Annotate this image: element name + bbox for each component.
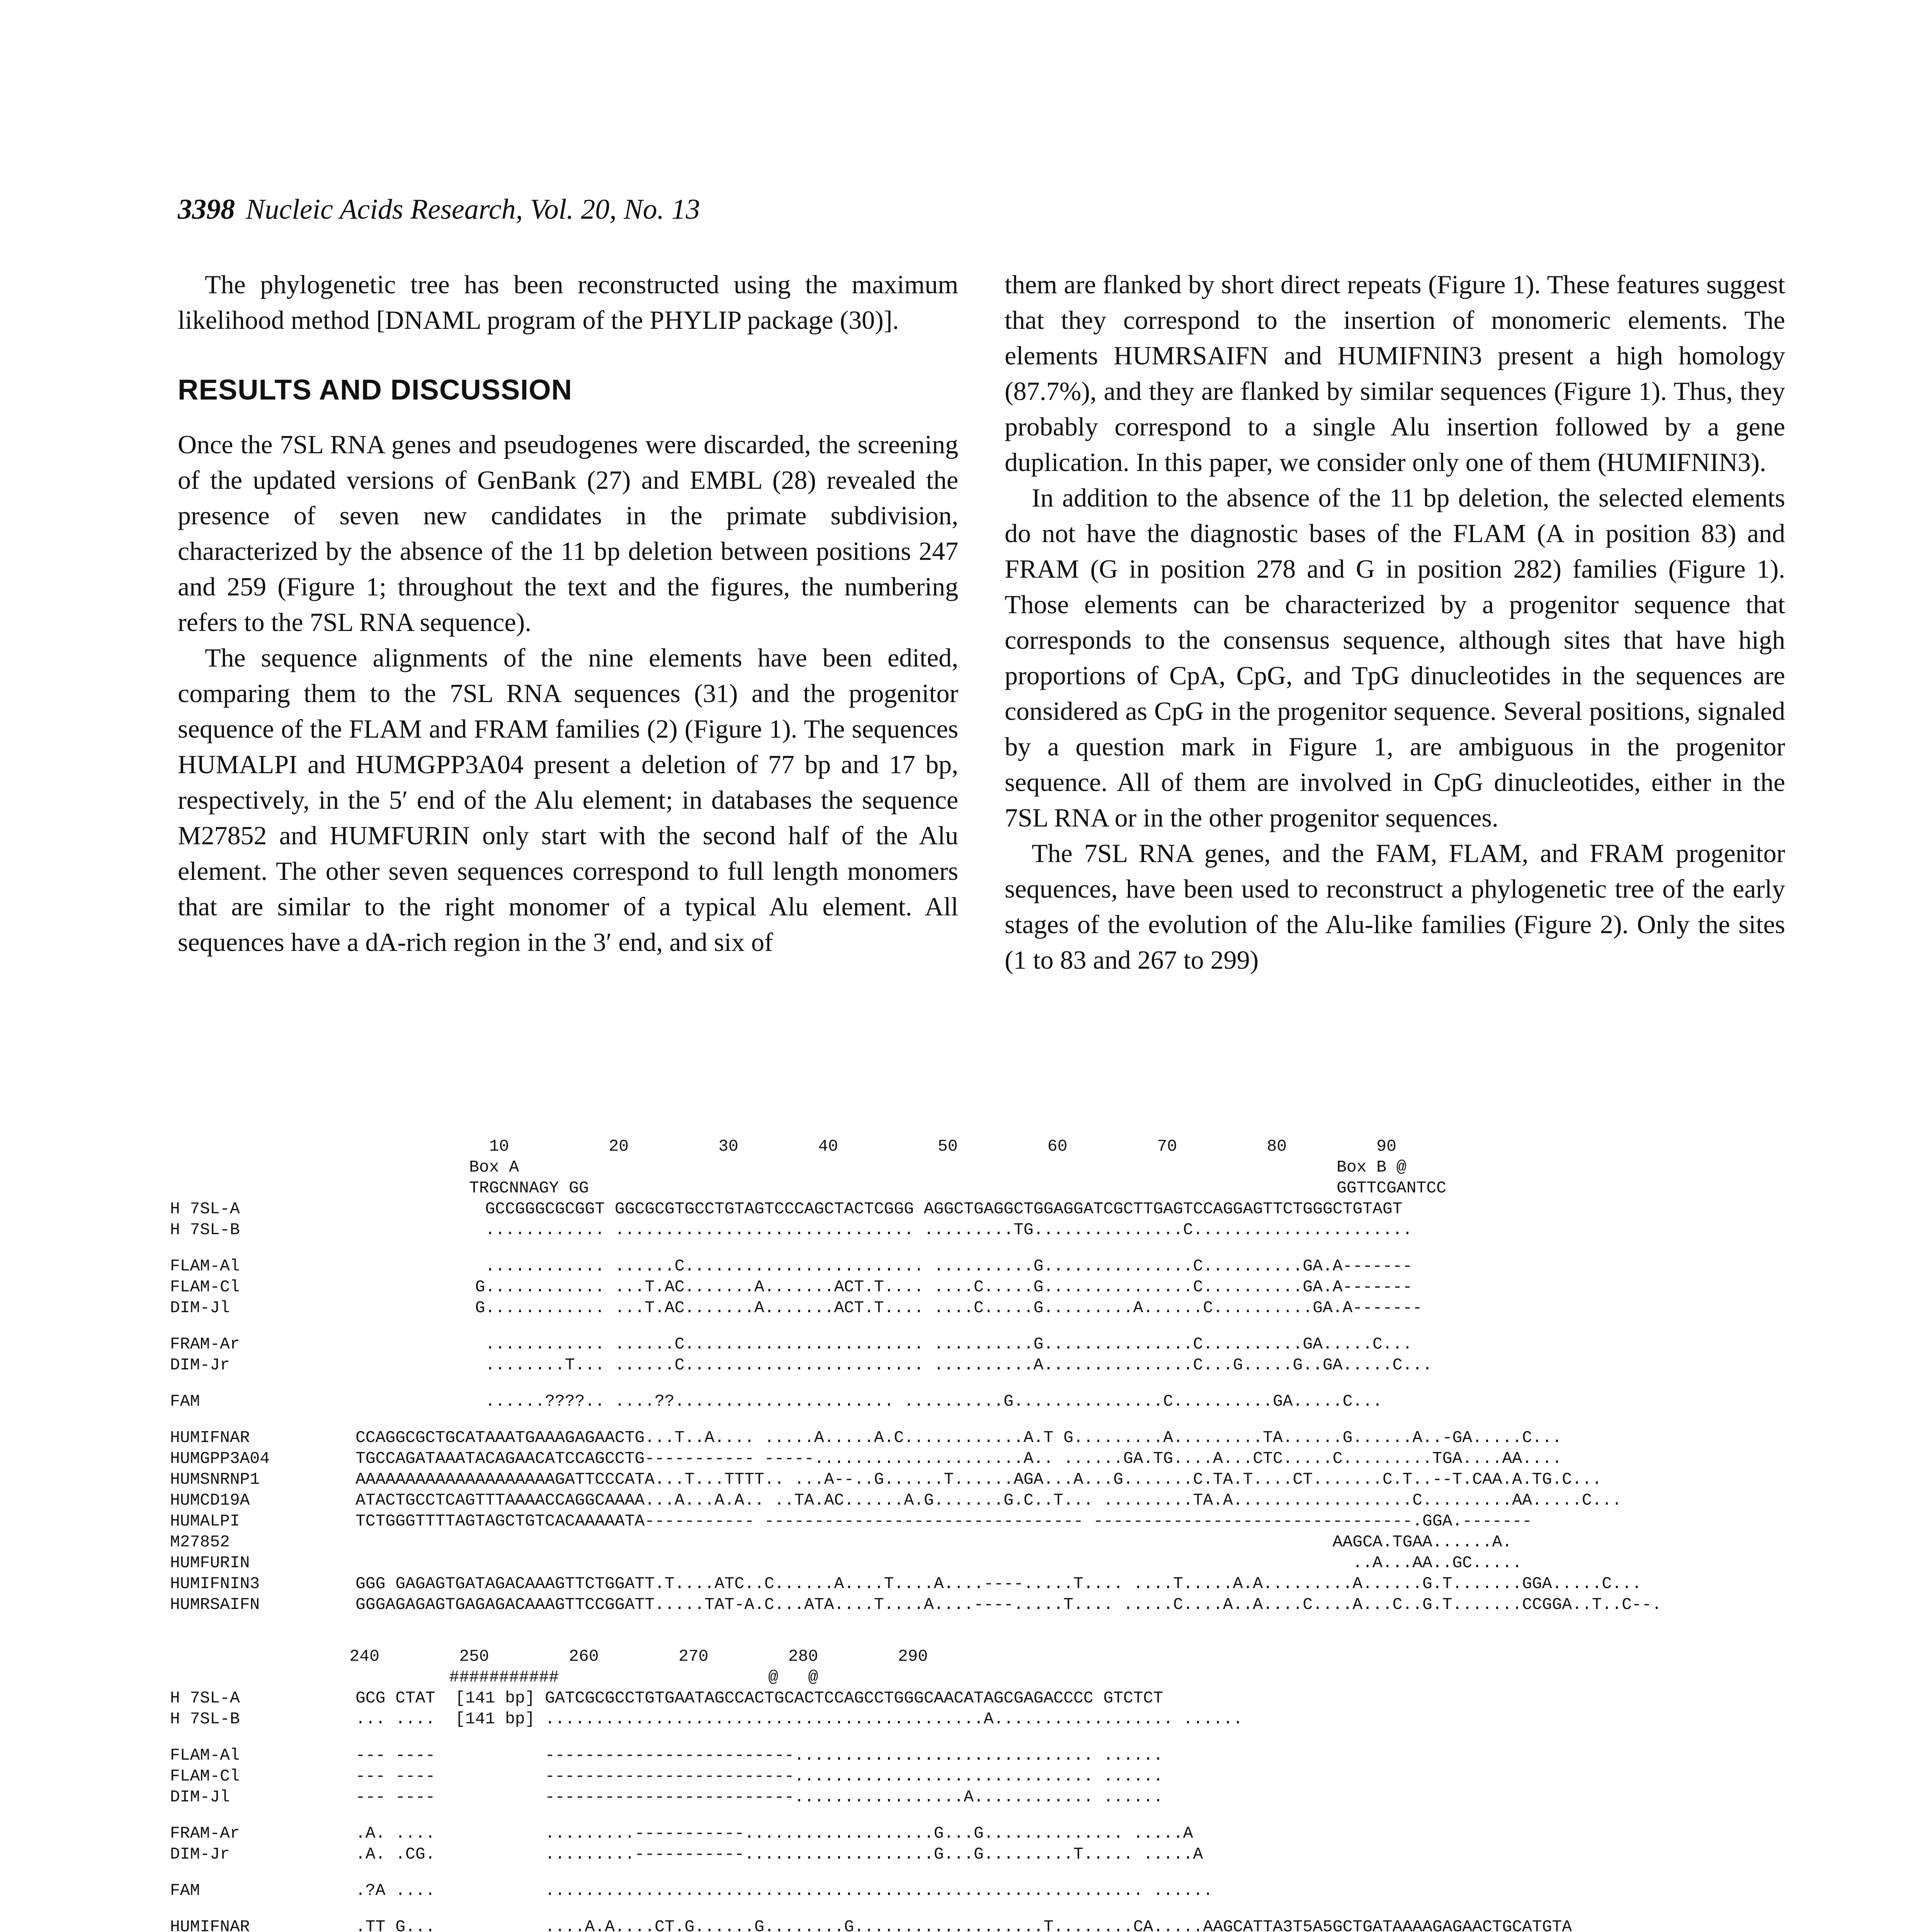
alignment-row [170, 1880, 1824, 1901]
sequence-data: .A. .... .........-----------...................G...G.............. .....A [355, 1824, 1193, 1843]
alignment-row [170, 1391, 1824, 1412]
page-number: 3398 [178, 194, 235, 225]
sequence-name: FRAM-Ar [170, 1335, 240, 1354]
figure-1-alignment [170, 1136, 1824, 1932]
sequence-name: FLAM-Al [170, 1746, 240, 1765]
deletion-markers: ########### @ @ [170, 1668, 818, 1687]
sequence-name: HUMSNRNP1 [170, 1470, 260, 1489]
alignment-row [170, 1256, 1824, 1277]
sequence-name: HUMRSAIFN [170, 1595, 260, 1614]
sequence-data: GCG CTAT [141 bp] GATCGCGCCTGTGAATAGCCACTGCACTCCAGCCTGGGCAACATAGCGAGACCCC GTCTCT [355, 1689, 1163, 1708]
sequence-name: HUMFURIN [170, 1553, 250, 1572]
sequence-name: FLAM-Cl [170, 1277, 240, 1296]
alignment-row [170, 1766, 1824, 1787]
paragraph-4: The 7SL RNA genes, and the FAM, FLAM, and FRAM progenitor sequences, have been used to reconstruct a phylogenetic tree of the early stages of the evolution of the Alu-like families (Figure 2). Only the sites (1 to 83 and 267 to 299) [1005, 838, 1785, 975]
sequence-data: AAGCA.TGAA......A. [355, 1532, 1512, 1551]
alignment-row [170, 1469, 1824, 1490]
sequence-name: FLAM-Al [170, 1257, 240, 1276]
alignment-row [170, 1730, 1824, 1745]
sequence-name: FAM [170, 1881, 200, 1900]
alignment-row [170, 1901, 1824, 1917]
paragraph-intro: The phylogenetic tree has been reconstructed using the maximum likelihood method [DNAML program of the PHYLIP package (30)]. [178, 270, 958, 335]
sequence-name: M27852 [170, 1532, 230, 1551]
alignment-row [170, 1448, 1824, 1469]
sequence-data: ..A...AA..GC..... [355, 1553, 1522, 1572]
sequence-name: DIM-Jr [170, 1355, 230, 1374]
sequence-name: H 7SL-A [170, 1689, 240, 1708]
alignment-row [170, 1219, 1824, 1240]
sequence-data: ............ .............................. .........TG...............C...................... [355, 1220, 1413, 1239]
sequence-data: TCTGGGTTTTAGTAGCTGTCACAAAAATA----------- -------------------------------- --------------------------------.GGA.------- [355, 1512, 1532, 1531]
alignment-row [170, 1844, 1824, 1865]
sequence-name: HUMIFNAR [170, 1917, 250, 1932]
alignment-row [170, 1511, 1824, 1532]
sequence-name: HUMGPP3A04 [170, 1449, 270, 1468]
sequence-name: FAM [170, 1392, 200, 1411]
sequence-name: DIM-Jl [170, 1787, 230, 1806]
alignment-row [170, 1688, 1824, 1709]
alignment-row [170, 1412, 1824, 1427]
sequence-name: HUMIFNAR [170, 1428, 250, 1447]
alignment-row [170, 1532, 1824, 1553]
sequence-data: AAAAAAAAAAAAAAAAAAAAGATTCCCATA...T...TTTT.. ...A--..G......T......AGA...A...G.......C.TA.T....CT.......C.T..--T.CAA.A.TG.C... [355, 1470, 1602, 1489]
alignment-row [170, 1334, 1824, 1355]
alignment-row [170, 1594, 1824, 1615]
sequence-data: .A. .CG. .........-----------...................G...G.........T..... .....A [355, 1845, 1203, 1864]
sequence-data: ............ ......C........................ ..........G...............C..........GA.A------- [355, 1257, 1413, 1276]
alignment-row [170, 1865, 1824, 1880]
sequence-data: --- ---- -------------------------.............................. ...... [355, 1767, 1163, 1786]
alignment-row [170, 1427, 1824, 1448]
alignment-row [170, 1490, 1824, 1511]
running-header [178, 193, 700, 226]
sequence-name: DIM-Jl [170, 1298, 230, 1317]
alignment-row [170, 1787, 1824, 1808]
paragraph-2: The sequence alignments of the nine elements have been edited, comparing them to the 7SL RNA sequences (31) and the progenitor sequence of the FLAM and FRAM families (2) (Figure 1). The sequences HUMALPI and HUMGPP3A04 present a deletion of 77 bp and 17 bp, respectively, in the 5′ end of the Alu element; in databases the sequence M27852 and HUMFURIN only start with the second half of the Alu element. The other seven sequences correspond to full length monomers that are similar to the right monomer of a typical Alu element. All sequences have a dA-rich region in the 3′ end, and six of [178, 643, 958, 957]
sequence-name: DIM-Jr [170, 1845, 230, 1864]
alignment-row [170, 1318, 1824, 1334]
sequence-data: --- ---- -------------------------.................A............ ...... [355, 1787, 1163, 1806]
section-heading: RESULTS AND DISCUSSION [178, 374, 573, 406]
sequence-data: ............ ......C........................ ..........G...............C..........GA.....C... [355, 1335, 1413, 1354]
promoter-consensus: TRGCNNAGY GG GGTTCGANTCC [170, 1179, 1446, 1197]
position-numbers: 240 250 260 270 280 290 [170, 1647, 928, 1666]
sequence-name: H 7SL-B [170, 1220, 240, 1239]
paragraph-1: Once the 7SL RNA genes and pseudogenes were discarded, the screening of the updated versions of GenBank (27) and EMBL (28) revealed the presence of seven new candidates in the primate subdivision, characterized by the absence of the 11 bp deletion between positions 247 and 259 (Figure 1; throughout the text and the figures, the numbering refers to the 7SL RNA sequence). [178, 430, 958, 637]
sequence-data: GGGAGAGAGTGAGAGACAAAGTTCCGGATT.....TAT-A.C...ATA....T....A....----.....T.... .....C....A..A....C....A...C..G.T.......CCGGA..T..C--. [355, 1595, 1662, 1614]
alignment-row [170, 1199, 1824, 1219]
alignment-row [170, 1277, 1824, 1298]
sequence-name: HUMIFNIN3 [170, 1574, 260, 1593]
alignment-block-top [170, 1136, 1824, 1615]
sequence-name: FRAM-Ar [170, 1824, 240, 1843]
paragraph-3: In addition to the absence of the 11 bp deletion, the selected elements do not have the diagnostic bases of the FLAM (A in position 83) and FRAM (G in position 278 and G in position 282) families (Figure 1). Those elements can be characterized by a progenitor sequence that corresponds to the consensus sequence, although sites that have high proportions of CpA, CpG, and TpG dinucleotides in the sequences are considered as CpG in the progenitor sequence. Several positions, signaled by a question mark in Figure 1, are ambiguous in the progenitor sequence. All of them are involved in CpG dinucleotides, either in the 7SL RNA or in the other progenitor sequences. [1005, 483, 1785, 832]
alignment-row [170, 1376, 1824, 1391]
sequence-data: G............ ...T.AC.......A.......ACT.T.... ....C.....G...............C..........GA.A------- [355, 1277, 1413, 1296]
alignment-row [170, 1745, 1824, 1766]
alignment-row [170, 1573, 1824, 1594]
alignment-row [170, 1709, 1824, 1730]
sequence-name: H 7SL-A [170, 1199, 240, 1218]
alignment-row [170, 1823, 1824, 1844]
sequence-data: TGCCAGATAAATACAGAACATCCAGCCTG----------- -----.....................A.. ......GA.TG....A...CTC.....C.........TGA....AA.... [355, 1449, 1562, 1468]
position-numbers: 10 20 30 40 50 60 70 80 90 [170, 1137, 1396, 1156]
sequence-data: ........T... ......C........................ ..........A...............C...G.....G..GA.....C... [355, 1355, 1432, 1374]
sequence-data: .TT G... ....A.A....CT.G......G........G...................T........CA.....AAGCATTA3T5A5GCTGATAAAAGAGAACTGCATGTA [355, 1917, 1572, 1932]
box-labels: Box A Box B @ [170, 1158, 1406, 1177]
sequence-name: FLAM-Cl [170, 1767, 240, 1786]
alignment-row [170, 1240, 1824, 1256]
alignment-row [170, 1917, 1824, 1932]
alignment-row [170, 1808, 1824, 1823]
left-column [178, 267, 958, 960]
sequence-data: GCCGGGCGCGGT GGCGCGTGCCTGTAGTCCCAGCTACTCGGG AGGCTGAGGCTGGAGGATCGCTTGAGTCCAGGAGTTCTGGGCTGTAGT [355, 1199, 1403, 1218]
alignment-block-bottom [170, 1646, 1824, 1932]
sequence-data: GGG GAGAGTGATAGACAAAGTTCTGGATT.T....ATC..C......A....T....A....----.....T.... ....T.....A.A.........A......G.T.......GGA.....C... [355, 1574, 1642, 1593]
right-column [1005, 267, 1785, 978]
sequence-data: ......????.. ....??...................... ..........G...............C..........GA.....C... [355, 1392, 1383, 1411]
alignment-row [170, 1298, 1824, 1318]
alignment-row [170, 1355, 1824, 1376]
sequence-name: HUMCD19A [170, 1491, 250, 1510]
journal-title: Nucleic Acids Research, Vol. 20, No. 13 [246, 194, 700, 225]
sequence-data: --- ---- -------------------------.............................. ...... [355, 1746, 1163, 1765]
paragraph-continued: them are flanked by short direct repeats (Figure 1). These features suggest that they correspond to the insertion of monomeric elements. The elements HUMRSAIFN and HUMIFNIN3 present a high homology (87.7%), and they are flanked by similar sequences (Figure 1). Thus, they probably correspond to a single Alu insertion followed by a gene duplication. In this paper, we consider only one of them (HUMIFNIN3). [1005, 270, 1785, 477]
alignment-row [170, 1553, 1824, 1573]
sequence-data: ... .... [141 bp] ............................................A.................. ...... [355, 1709, 1243, 1728]
sequence-data: ATACTGCCTCAGTTTAAAACCAGGCAAAA...A...A.A.. ..TA.AC......A.G.......G.C..T... .........TA.A..................C.........AA.....C... [355, 1491, 1622, 1510]
sequence-name: H 7SL-B [170, 1709, 240, 1728]
sequence-name: HUMALPI [170, 1512, 240, 1531]
sequence-data: G............ ...T.AC.......A.......ACT.T.... ....C.....G.........A......C..........GA.A------- [355, 1298, 1423, 1317]
sequence-data: CCAGGCGCTGCATAAATGAAAGAGAACTG...T..A.... .....A.....A.C............A.T G.........A.........TA......G......A..-GA.....C... [355, 1428, 1562, 1447]
sequence-data: .?A .... ............................................................ ...... [355, 1881, 1213, 1900]
